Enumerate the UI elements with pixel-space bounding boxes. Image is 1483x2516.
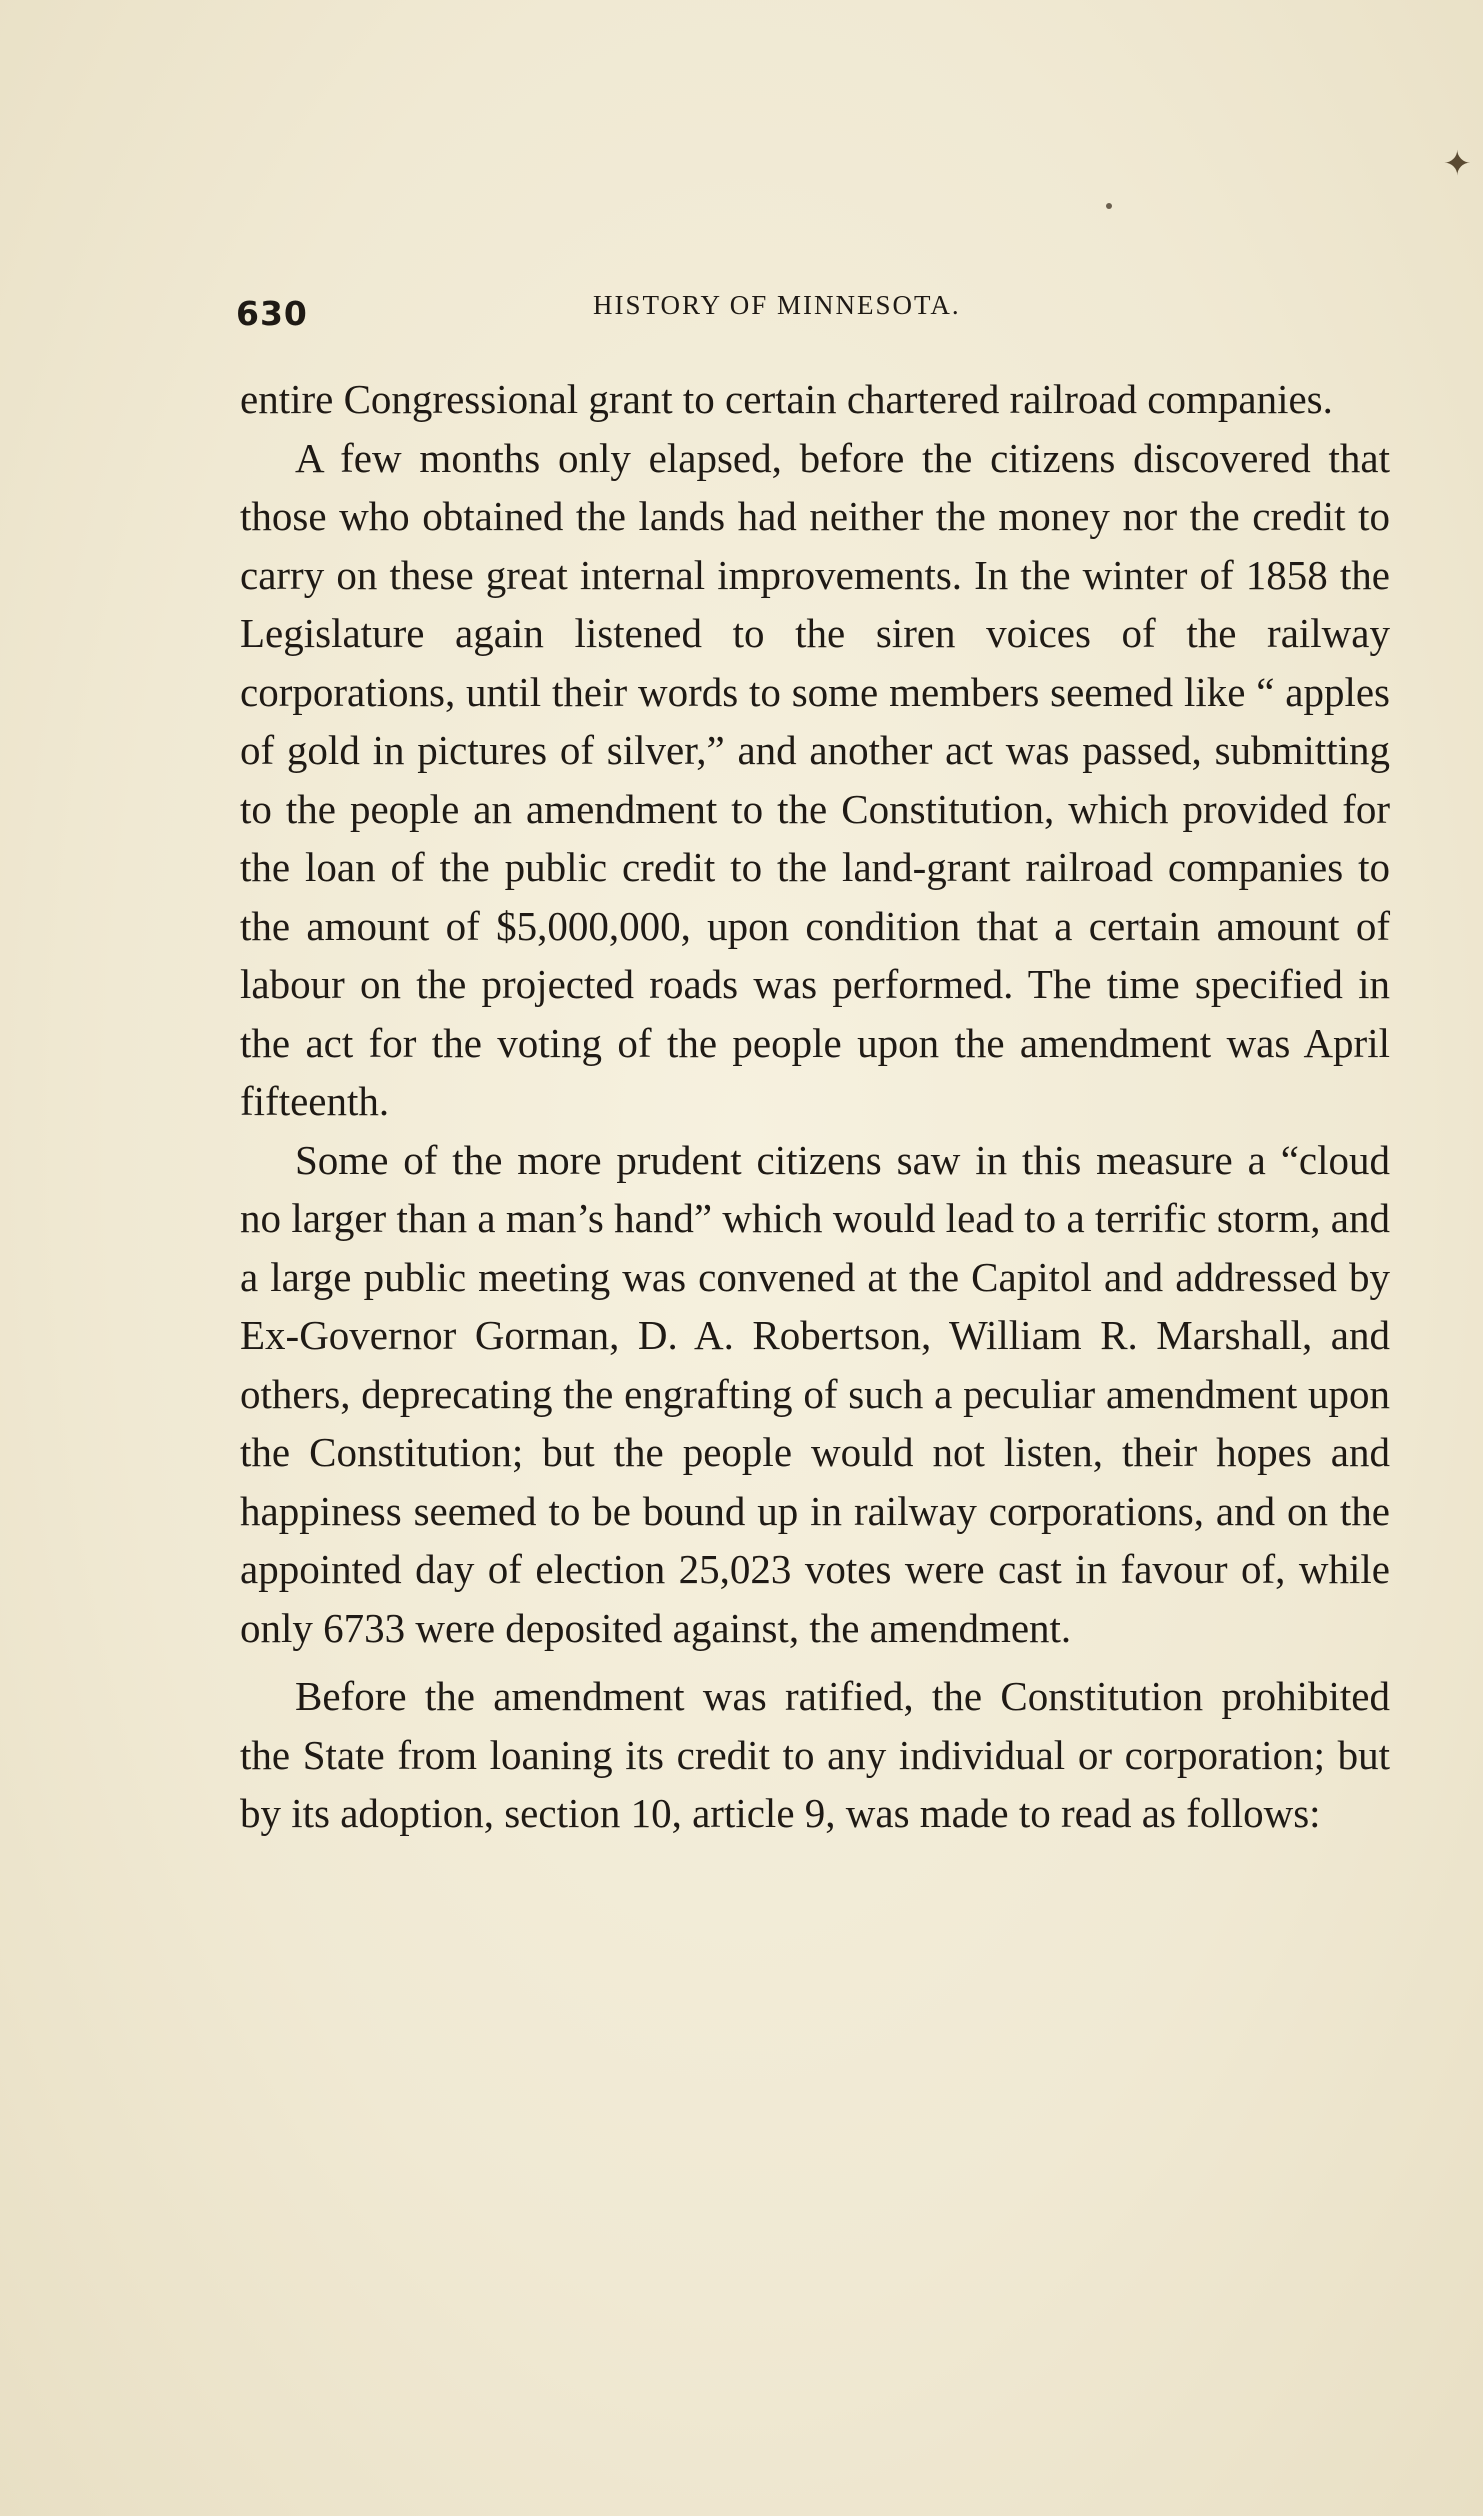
page-body — [240, 370, 1390, 1843]
running-title: HISTORY OF MINNESOTA. — [593, 290, 961, 320]
paragraph: Some of the more prudent citizens saw in this measure a “cloud no larger than a man’s hand” which would lead to a terrific storm, and a large public meeting was convened at the Capitol and addressed by Ex-Governor Gorman, D. A. Robertson, William R. Marshall, and others, deprecating the engrafting of such a peculiar amendment upon the Constitution; but the people would not listen, their hopes and happiness seemed to be bound up in railway corporations, and on the appointed day of election 25,023 votes were cast in favour of, while only 6733 were deposited against, the amendment. — [240, 1136, 1390, 1651]
page-header — [236, 288, 1386, 348]
page-number: 630 — [236, 294, 308, 333]
paragraph: Before the amendment was ratified, the Constitution prohibited the State from loaning its credit to any individual or corporation; but by its adoption, section 10, article 9, was made to read as follows: — [240, 1673, 1390, 1836]
ink-dot — [1106, 203, 1112, 209]
corner-ornament-icon: ✦ — [1443, 146, 1472, 183]
paragraph-continued: entire Congressional grant to certain chartered railroad companies. — [240, 376, 1333, 422]
paragraph: A few months only elapsed, before the citizens discovered that those who obtained the lands had neither the money nor the credit to carry on these great internal improvements. In the winter of 1858 the Legislature again listened to the siren voices of the railway corporations, until their words to some members seemed like “ apples of gold in pictures of silver,” and another act was passed, submitting to the people an amendment to the Constitution, which provided for the loan of the public credit to the land-grant railroad companies to the amount of $5,000,000, upon condition that a certain amount of labour on the projected roads was performed. The time specified in the act for the voting of the people upon the amendment was April fifteenth. — [240, 434, 1390, 1124]
